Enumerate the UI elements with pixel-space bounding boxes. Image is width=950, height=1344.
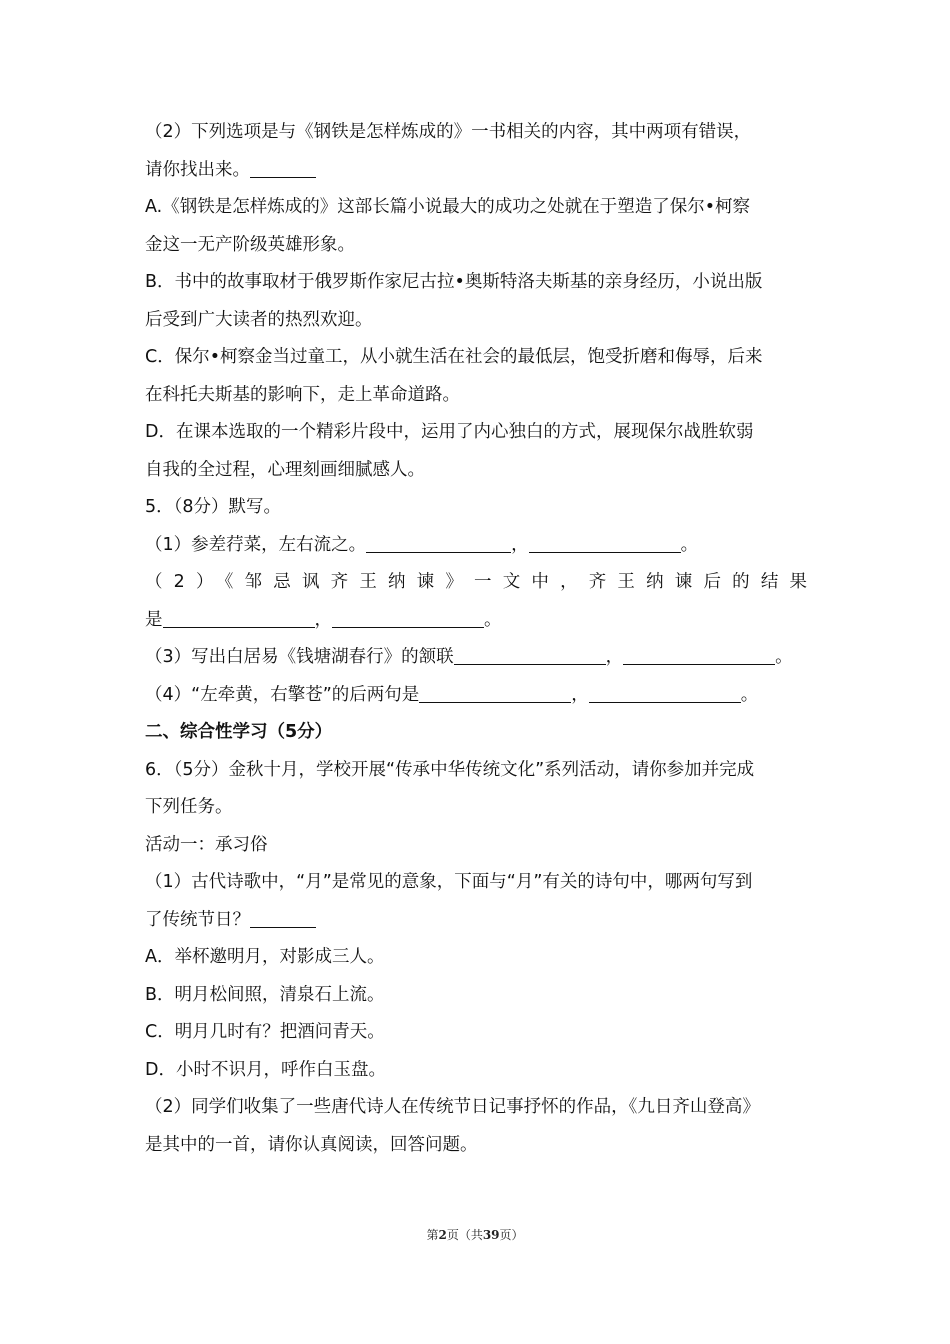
comma: ， [511,534,529,555]
answer-blank[interactable] [589,682,741,703]
period: 。 [775,647,793,667]
q4-2-option-b-line1: B．书中的故事取材于俄罗斯作家尼古拉•奥斯特洛夫斯基的亲身经历，小说出版 [145,272,763,292]
q4-2-stem-text: 请你找出来。 [145,159,250,180]
q4-2-option-c-line1: C．保尔•柯察金当过童工，从小就生活在社会的最低层，饱受折磨和侮辱，后来 [145,347,763,367]
q4-2-stem-line1: （2）下列选项是与《钢铁是怎样炼成的》一书相关的内容，其中两项有错误， [145,122,752,142]
q6-stem-line1: 6．（5分）金秋十月，学校开展“传承中华传统文化”系列活动，请你参加并完成 [145,759,755,780]
footer-suffix: 页） [499,1228,524,1242]
answer-blank[interactable] [623,644,775,665]
comma: ， [571,684,589,705]
q6-option-a: A．举杯邀明月，对影成三人。 [145,947,385,967]
answer-blank[interactable] [419,682,571,703]
answer-blank[interactable] [332,607,484,628]
q6-option-d: D．小时不识月，呼作白玉盘。 [145,1059,386,1080]
period: 。 [680,534,699,555]
answer-blank[interactable] [529,532,681,553]
total-pages-number: 39 [482,1228,500,1242]
q4-2-option-d-line2: 自我的全过程，心理刻画细腻感人。 [145,459,425,480]
answer-blank[interactable] [163,607,315,628]
q6-sub2-line2: 是其中的一首，请你认真阅读，回答问题。 [145,1134,478,1155]
period: 。 [484,609,502,630]
page-footer [0,1226,950,1243]
q5-sub1 [145,527,807,565]
section-heading: 二、综合性学习（5分） [145,722,333,742]
q4-2-option-d-line1: D．在课本选取的一个精彩片段中，运用了内心独白的方式，展现保尔战胜软弱 [145,422,754,442]
page-content [145,114,807,1164]
q6-option-b: B．明月松间照，清泉石上流。 [145,984,385,1005]
current-page-number: 2 [438,1228,447,1242]
answer-blank[interactable] [454,644,606,665]
footer-middle: 页（共 [446,1228,483,1242]
q6-option-c: C．明月几时有？把酒问青天。 [145,1022,385,1042]
q4-2-stem-line2 [145,152,807,190]
q6-sub1-line1: （1）古代诗歌中，“月”是常见的意象，下面与“月”有关的诗句中，哪两句写到 [145,872,753,892]
q4-2-option-a-line2: 金这一无产阶级英雄形象。 [145,234,355,255]
answer-blank[interactable] [366,532,511,553]
q4-2-option-a-line1: A.《钢铁是怎样炼成的》这部长篇小说最大的成功之处就在于塑造了保尔•柯察 [145,197,751,217]
q5-sub1-text: （1）参差荇菜，左右流之。 [145,534,367,555]
footer-prefix: 第 [426,1228,439,1242]
comma: ， [314,609,332,630]
q4-2-option-b-line2: 后受到广大读者的热烈欢迎。 [145,309,373,330]
q6-sub1-line2 [145,902,807,940]
q5-sub4 [145,677,807,715]
period: 。 [740,684,759,705]
answer-blank[interactable] [250,157,316,178]
q6-sub2-line1: （2）同学们收集了一些唐代诗人在传统节日记事抒怀的作品，《九日齐山登高》 [145,1097,760,1117]
q5-sub2-line2 [145,602,807,640]
q5-sub3 [145,639,807,677]
q5-sub3-text: （3）写出白居易《钱塘湖春行》的颔联 [145,647,454,667]
q5-sub2-line1: （2）《邹忌讽齐王纳谏》一文中，齐王纳谏后的结果 [145,572,807,592]
q4-2-option-c-line2: 在科托夫斯基的影响下，走上革命道路。 [145,384,460,405]
q6-sub1-text: 了传统节日？ [145,909,250,930]
q6-activity-title: 活动一：承习俗 [145,834,268,855]
answer-blank[interactable] [250,907,316,928]
q5-sub4-text: （4）“左牵黄，右擎苍”的后两句是 [145,684,420,705]
comma: ， [605,647,624,667]
q6-stem-line2: 下列任务。 [145,797,233,817]
q5-sub2-text: 是 [145,609,163,630]
q5-title: 5．（8分）默写。 [145,497,282,517]
